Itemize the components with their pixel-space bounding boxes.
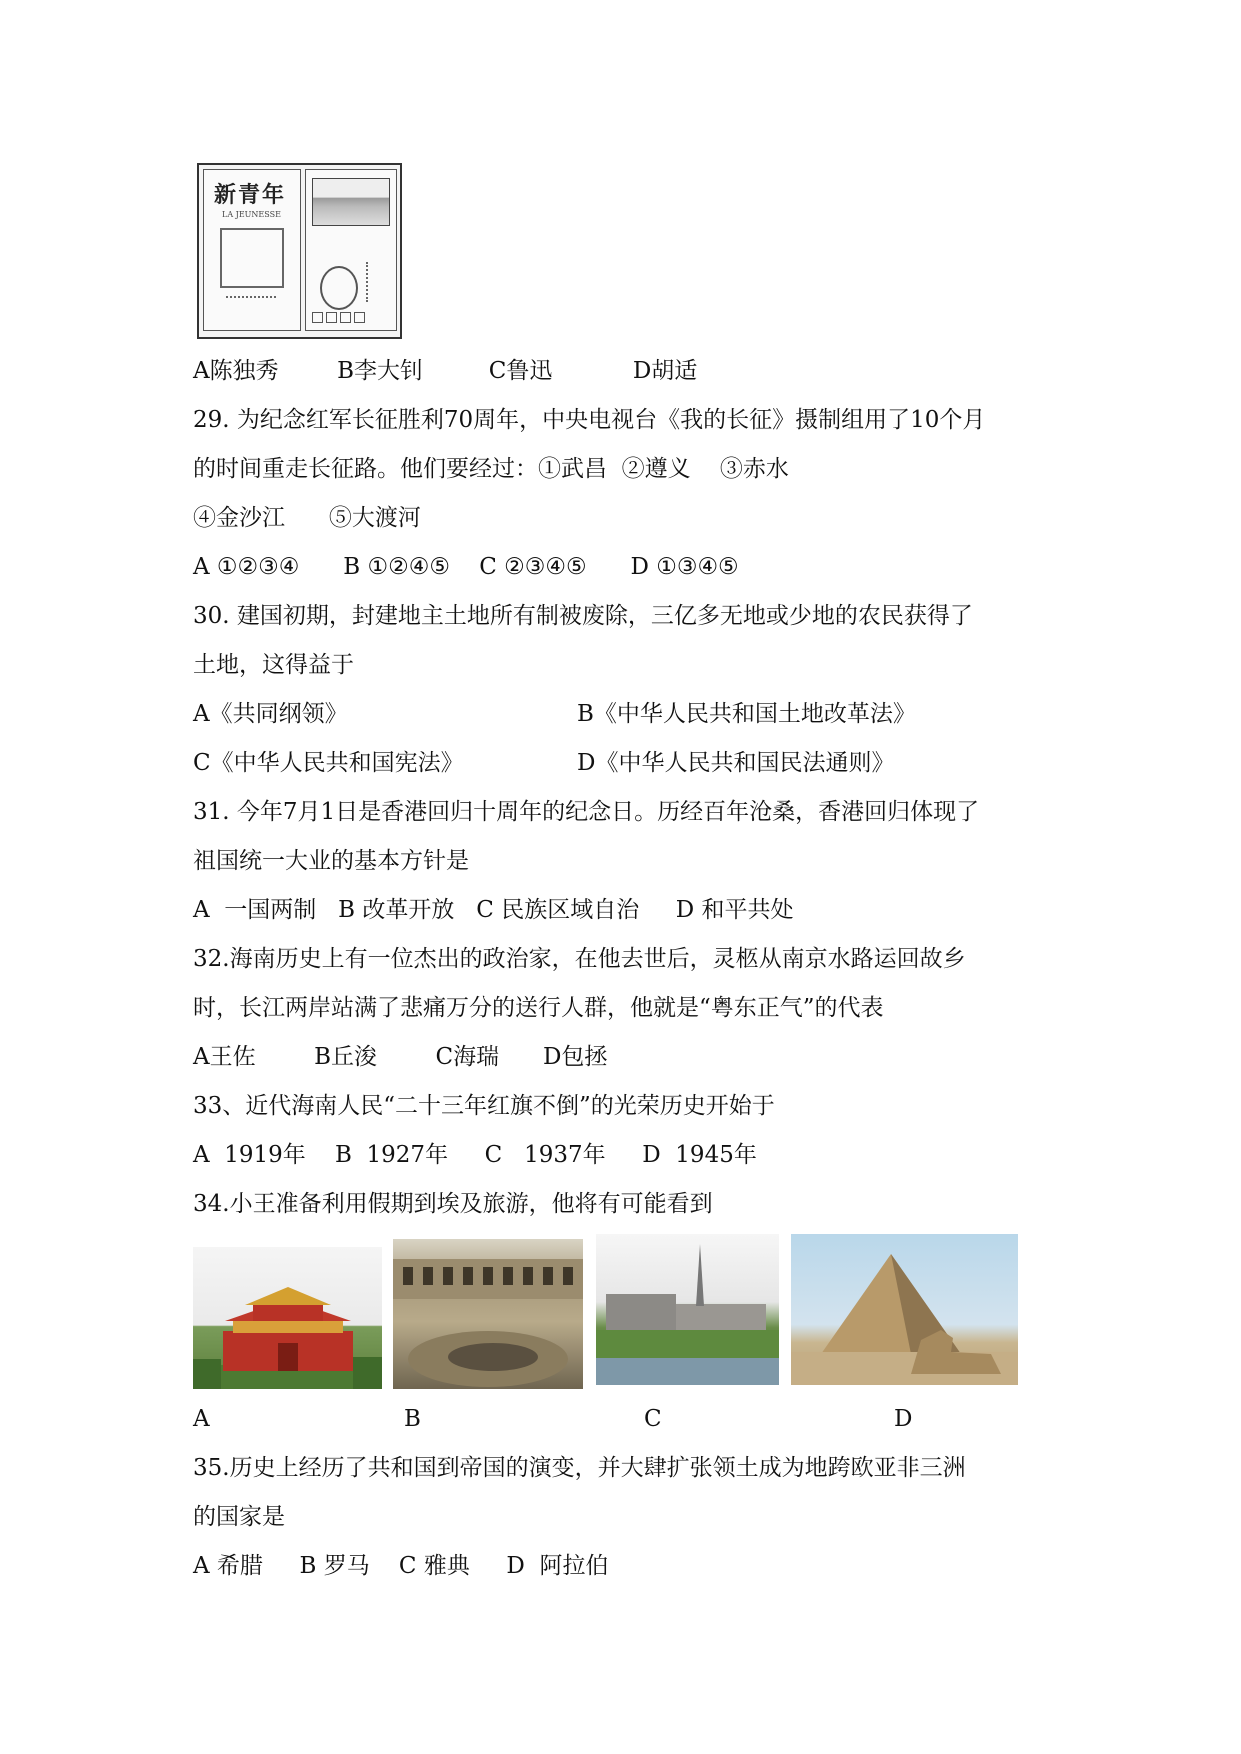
photo-label-d: D bbox=[894, 1406, 913, 1432]
q32-options: A王佐 B丘浚 C海瑞 D包拯 bbox=[193, 1044, 608, 1070]
magazine-emblem bbox=[320, 266, 358, 310]
photo-a-tiananmen bbox=[193, 1247, 382, 1389]
q33-text-line1: 33、近代海南人民“二十三年红旗不倒”的光荣历史开始于 bbox=[193, 1093, 775, 1119]
q31-options: A 一国两制 B 改革开放 C 民族区域自治 D 和平共处 bbox=[193, 897, 794, 923]
q34-text-line1: 34.小王准备利用假期到埃及旅游，他将有可能看到 bbox=[193, 1191, 713, 1217]
photo-d-pyramid-sphinx bbox=[791, 1234, 1018, 1385]
q28-options: A陈独秀 B李大钊 C鲁迅 D胡适 bbox=[193, 358, 698, 384]
q31-text-line2: 祖国统一大业的基本方针是 bbox=[193, 848, 469, 874]
q35-text-line2: 的国家是 bbox=[193, 1504, 285, 1530]
q35-options: A 希腊 B 罗马 C 雅典 D 阿拉伯 bbox=[193, 1553, 609, 1579]
q35-text-line1: 35.历史上经历了共和国到帝国的演变，并大肆扩张领土成为地跨欧亚非三洲 bbox=[193, 1455, 966, 1481]
photo-label-c: C bbox=[644, 1406, 662, 1432]
magazine-cover-right bbox=[305, 169, 397, 331]
q29-text-line1: 29. 为纪念红军长征胜利70周年，中央电视台《我的长征》摄制组用了10个月 bbox=[193, 407, 986, 433]
magazine-square-mark bbox=[340, 312, 351, 323]
magazine-square-mark bbox=[326, 312, 337, 323]
photo-label-a: A bbox=[193, 1406, 210, 1432]
magazine-subtitle: LA JEUNESSE bbox=[222, 210, 281, 219]
q31-text-line1: 31. 今年7月1日是香港回归十周年的纪念日。历经百年沧桑，香港回归体现了 bbox=[193, 799, 980, 825]
q29-options: A ①②③④ B ①②④⑤ C ②③④⑤ D ①③④⑤ bbox=[193, 554, 739, 580]
q30-option-d: D《中华人民共和国民法通则》 bbox=[577, 750, 895, 776]
magazine-vertical-text bbox=[366, 262, 378, 302]
photo-b-colosseum bbox=[393, 1239, 583, 1389]
q30-option-b: B《中华人民共和国土地改革法》 bbox=[577, 701, 916, 727]
magazine-cover-left bbox=[203, 169, 301, 331]
magazine-title: 新青年 bbox=[214, 182, 287, 208]
q32-text-line2: 时，长江两岸站满了悲痛万分的送行人群，他就是“粤东正气”的代表 bbox=[193, 995, 884, 1021]
q29-text-line3: ④金沙江 ⑤大渡河 bbox=[193, 505, 421, 531]
q30-option-a: A《共同纲领》 bbox=[193, 701, 348, 727]
q29-text-line2: 的时间重走长征路。他们要经过：①武昌 ②遵义 ③赤水 bbox=[193, 456, 789, 482]
magazine-cover-image bbox=[197, 163, 402, 339]
magazine-footer-dots bbox=[226, 296, 276, 304]
magazine-photo bbox=[312, 178, 390, 226]
photo-label-b: B bbox=[404, 1406, 421, 1432]
magazine-contents-box bbox=[220, 228, 284, 288]
q33-options: A 1919年 B 1927年 C 1937年 D 1945年 bbox=[193, 1142, 757, 1168]
q30-option-c: C《中华人民共和国宪法》 bbox=[193, 750, 464, 776]
q32-text-line1: 32.海南历史上有一位杰出的政治家，在他去世后，灵柩从南京水路运回故乡 bbox=[193, 946, 966, 972]
q30-text-line1: 30. 建国初期，封建地主土地所有制被废除，三亿多无地或少地的农民获得了 bbox=[193, 603, 973, 629]
q30-text-line2: 土地，这得益于 bbox=[193, 652, 354, 678]
magazine-square-mark bbox=[354, 312, 365, 323]
photo-c-notre-dame bbox=[596, 1234, 779, 1385]
magazine-square-mark bbox=[312, 312, 323, 323]
